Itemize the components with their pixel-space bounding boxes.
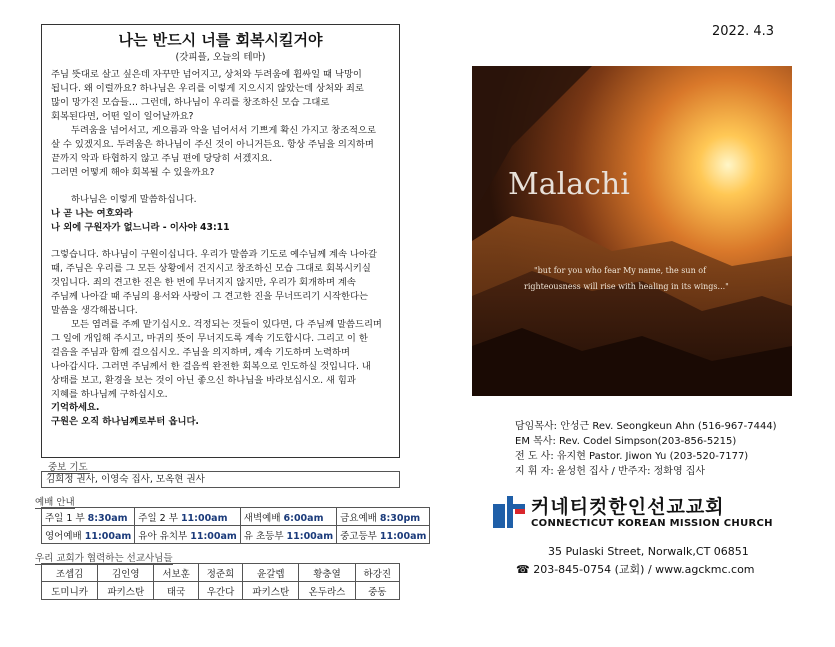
church-name-english: CONNECTICUT KOREAN MISSION CHURCH [531, 518, 773, 529]
staff-evangelist: 전 도 사: 유지현 Pastor. Jiwon Yu (203-520-7177) [515, 451, 749, 462]
missionary-name: 서보훈 [154, 564, 198, 582]
missionary-country: 중동 [355, 582, 399, 600]
missionary-country: 파키스탄 [98, 582, 154, 600]
hero-verse-line-1: "but for you who fear My name, the sun of [534, 266, 707, 275]
closing-line-2: 구원은 오직 하나님께로부터 옵니다. [51, 416, 199, 428]
missionary-country: 도미니카 [42, 582, 98, 600]
devotional-box [41, 24, 400, 458]
worship-cell: 새벽예배 6:00am [240, 508, 336, 526]
scripture-line-1: 나 곧 나는 여호와라 [51, 207, 133, 219]
table-row [42, 564, 400, 582]
staff-senior-pastor: 담임목사: 안성근 Rev. Seongkeun Ahn (516-967-7444) [515, 421, 777, 432]
prayer-label: 중보 기도 [48, 459, 90, 474]
missionary-name: 하강진 [355, 564, 399, 582]
worship-cell: 영어예배 11:00am [42, 526, 135, 544]
hero-title: Malachi [508, 167, 630, 202]
church-name-korean: 커네티컷한인선교교회 [531, 496, 725, 518]
missionary-name: 정준희 [198, 564, 242, 582]
worship-table [41, 507, 430, 544]
staff-em-pastor: EM 목사: Rev. Codel Simpson(203-856-5215) [515, 436, 737, 447]
missionaries-label: 우리 교회가 협력하는 선교사님들 [35, 550, 173, 565]
sunset-mountains-image [472, 66, 792, 396]
missionaries-table [41, 563, 400, 600]
missionary-country: 태국 [154, 582, 198, 600]
devotional-title: 나는 반드시 너를 회복시킬거야 [118, 31, 323, 49]
worship-cell: 중고등부 11:00am [337, 526, 430, 544]
table-row [42, 582, 400, 600]
hero-verse-line-2: righteousness will rise with healing in its wings..." [524, 282, 729, 291]
devotional-paragraph-2: 두려움을 넘어서고, 게으름과 악을 넘어서서 기쁘게 확신 가지고 창조적으로 살 수 있겠지요. 두려움은 하나님이 주신 것이 아니거든요. 항상 주님을 의지하며 끝까지 악과 타협하지 않고 주님 편에 당당히 서겠지요. 그러면 어떻게 해야 회복될 수 있을까요? [51, 125, 377, 178]
devotional-subtitle: (갓피플, 오늘의 테마) [175, 52, 266, 63]
closing-line-1: 기억하세요. [51, 402, 100, 414]
scripture-line-2: 나 외에 구원자가 없느니라 - 이사야 43:11 [51, 221, 230, 233]
missionary-country: 온두라스 [299, 582, 355, 600]
church-address: 35 Pulaski Street, Norwalk,CT 06851 [548, 545, 749, 558]
staff-conductor: 지 휘 자: 윤성헌 집사 / 반주자: 정화영 집사 [515, 466, 706, 477]
missionary-country: 파키스탄 [243, 582, 299, 600]
devotional-paragraph-5: 모든 염려를 주께 맡기십시오. 걱정되는 것들이 있다면, 다 주님께 말씀드리며 그 일에 개입해 주시고, 마귀의 뜻이 무너지도록 계속 기도합시다. 그리고 이 한 걸음을 주님과 함께 걸으십시오. 주님을 의지하며, 계속 기도하며 노력하며 나아갑시다. 그러면 주님께서 한 걸음씩 완전한 회복으로 인도하실 것입니다. 내 상태를 보고, 환경을 보는 것이 아닌 좋으신 하나님을 바라보십시오. 새 힘과 지혜를 하나님께 구하십시오. 기억하세요. 구원은 오직 하나님께로부터 옵니다. [51, 318, 396, 429]
malachi-hero-image [472, 66, 792, 396]
worship-cell: 유 초등부 11:00am [240, 526, 336, 544]
missionary-name: 윤갈렙 [243, 564, 299, 582]
church-logo-icon [491, 494, 527, 534]
worship-cell: 유아 유치부 11:00am [135, 526, 241, 544]
missionary-name: 조셉김 [42, 564, 98, 582]
missionary-name: 황충열 [299, 564, 355, 582]
worship-cell: 주일 2 부 11:00am [135, 508, 241, 526]
devotional-paragraph-3: 하나님은 이렇게 말씀하십니다. 나 곧 나는 여호와라 나 외에 구원자가 없느니라 - 이사야 43:11 [51, 193, 396, 235]
staff-list [515, 419, 777, 479]
prayer-names: 김희정 권사, 이영숙 집사, 모옥현 권사 [41, 471, 400, 488]
worship-cell: 주일 1 부 8:30am [42, 508, 135, 526]
missionary-country: 우간다 [198, 582, 242, 600]
worship-label: 예배 안내 [35, 494, 75, 509]
missionary-name: 김인영 [98, 564, 154, 582]
bulletin-date: 2022. 4.3 [712, 24, 775, 39]
church-contact: ☎ 203-845-0754 (교회) / www.agckmc.com [516, 563, 755, 576]
devotional-paragraph-4: 그렇습니다. 하나님이 구원이십니다. 우리가 말씀과 기도로 예수님께 계속 나아갈 때, 주님은 우리를 그 모든 상황에서 건지시고 창조하신 모습 그대로 회복시키실 것입니다. 죄의 견고한 진은 한 번에 무너지지 않지만, 우리가 회개하며 계속 주님께 나아갈 때 주님의 용서와 사랑이 그 견고한 진을 무너뜨리기 시작한다는 말씀을 생각해봅니다. [51, 249, 377, 316]
table-row [42, 526, 430, 544]
devotional-paragraph-1: 주님 뜻대로 살고 싶은데 자꾸만 넘어지고, 상처와 두려움에 휩싸일 때 낙망이 됩니다. 왜 이럴까요? 하나님은 우리를 이렇게 지으시지 않았는데 상처와 죄로 많이 망가진 모습들… 그런데, 하나님이 우리를 창조하신 모습 그대로 회복된다면, 어떤 일이 일어날까요? [51, 69, 364, 122]
worship-cell: 금요예배 8:30pm [337, 508, 430, 526]
table-row [42, 508, 430, 526]
